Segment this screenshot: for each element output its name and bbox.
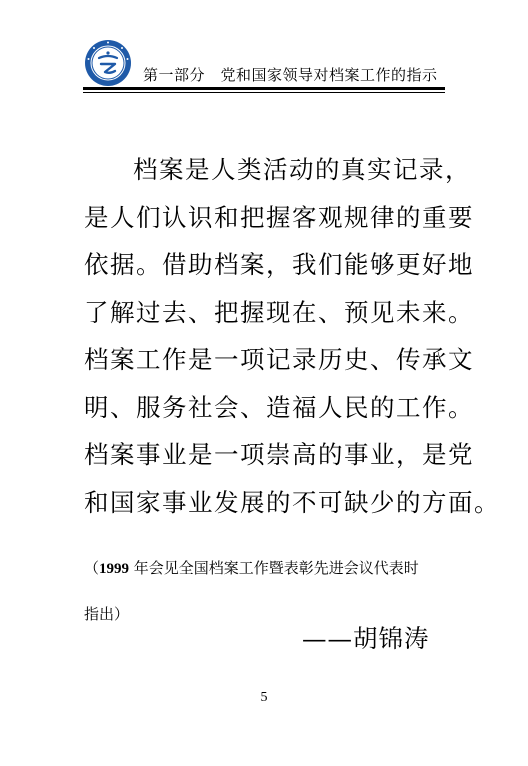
- header-title: 第一部分 党和国家领导对档案工作的指示: [143, 66, 438, 84]
- note-text: 年会见全国档案工作暨表彰先进会议代表时: [129, 559, 419, 577]
- source-note-line1: [84, 546, 464, 592]
- school-emblem-icon: [84, 39, 132, 87]
- quote-body: [84, 146, 500, 526]
- quote-line: 档案事业是一项崇高的事业，是党: [84, 440, 474, 469]
- quote-line: 了解过去、把握现在、预见未来。: [84, 297, 474, 327]
- signature: ——胡锦涛: [302, 624, 430, 653]
- quote-line: 是人们认识和把握客观规律的重要: [84, 202, 474, 232]
- quote-line: 明、服务社会、造福人民的工作。: [84, 392, 474, 422]
- header-rule-thick: [83, 87, 445, 90]
- note-year: 1999: [99, 561, 130, 577]
- source-note-line2: 指出）: [84, 605, 130, 623]
- quote-line: 和国家事业发展的不可缺少的方面。: [84, 487, 500, 517]
- header-rule-thin: [83, 92, 445, 93]
- page-number: 5: [260, 690, 268, 705]
- quote-line: 依据。借助档案，我们能够更好地: [84, 250, 474, 279]
- note-open-paren: （: [84, 559, 100, 577]
- quote-line: 档案工作是一项记录历史、传承文: [84, 345, 474, 374]
- quote-line: 档案是人类活动的真实记录，: [133, 155, 471, 184]
